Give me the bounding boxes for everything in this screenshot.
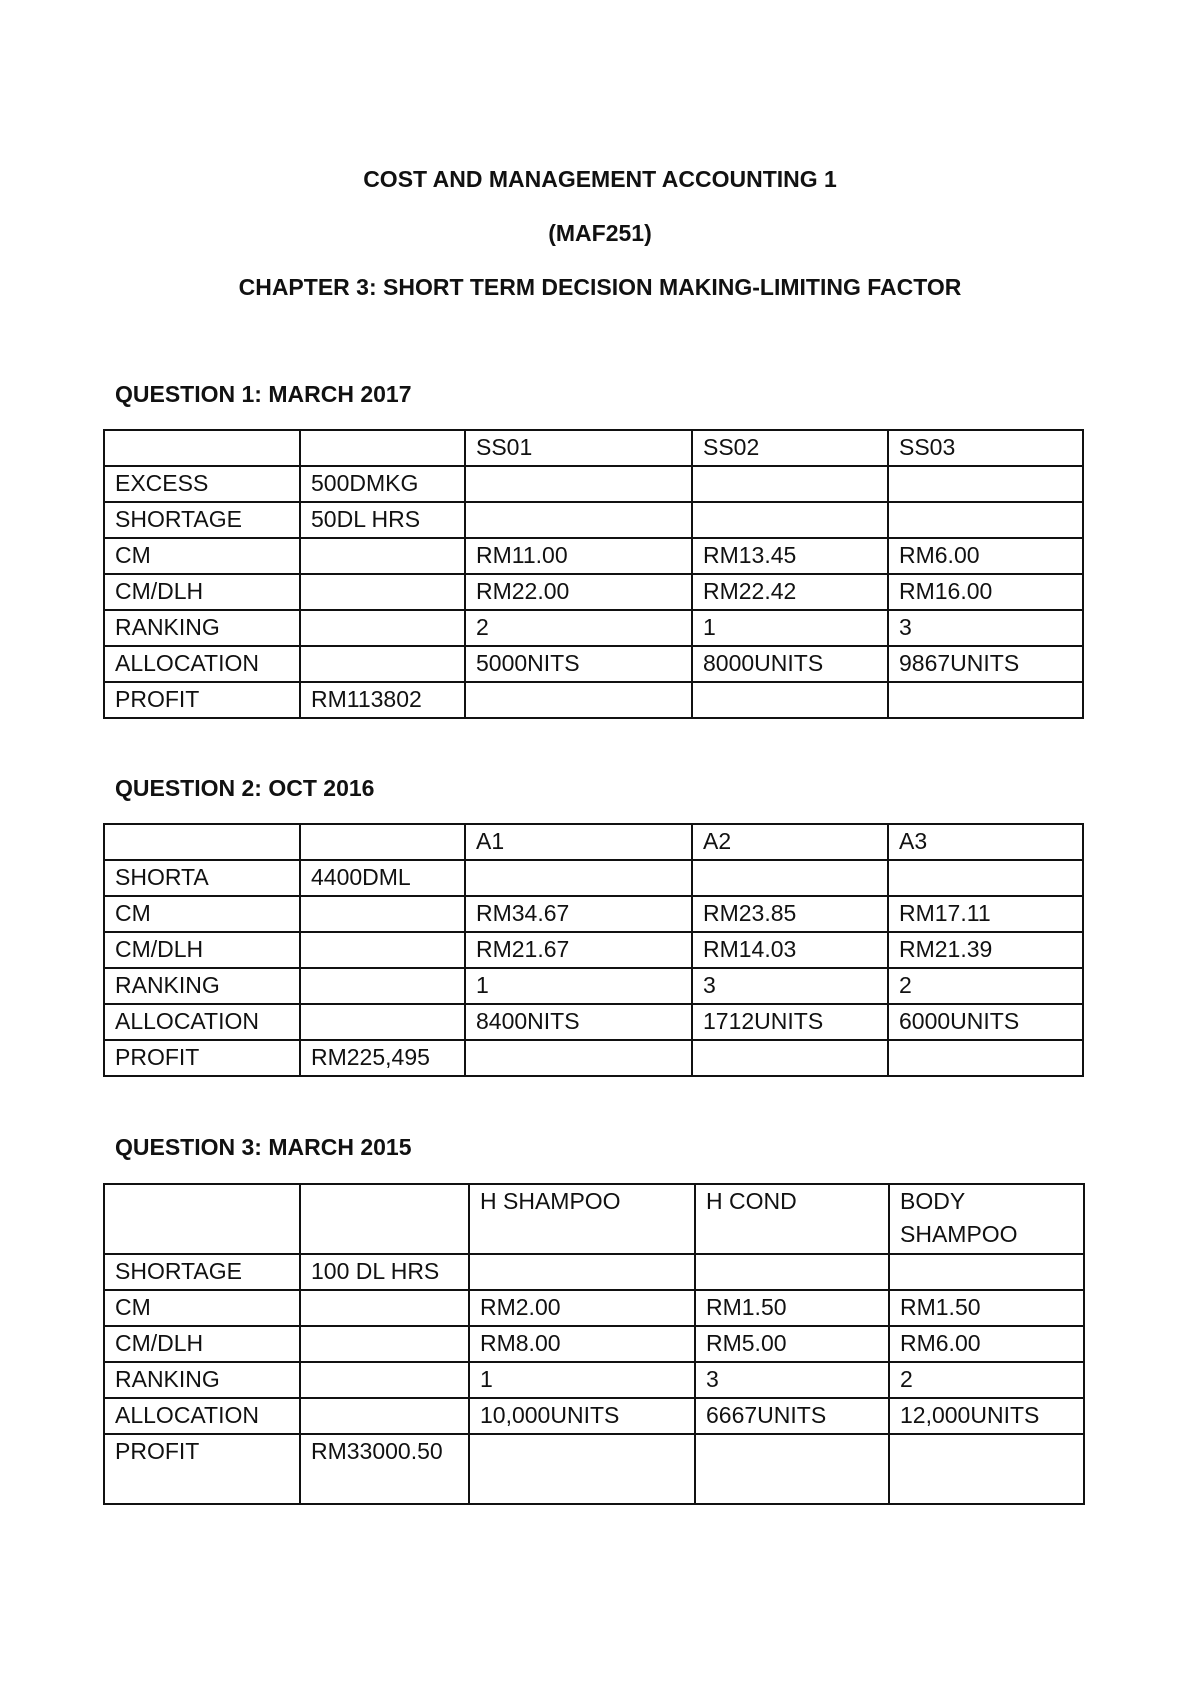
table-cell: RM6.00 (889, 1326, 1084, 1362)
table-cell (465, 1040, 692, 1076)
table-cell: RM14.03 (692, 932, 888, 968)
table-cell: ALLOCATION (104, 1398, 300, 1434)
table-row (104, 860, 1083, 896)
table-cell (465, 466, 692, 502)
table-cell (300, 1004, 465, 1040)
table-cell: 4400DML (300, 860, 465, 896)
table-cell: 8000UNITS (692, 646, 888, 682)
table-cell (889, 1254, 1084, 1290)
table-cell: RM225,495 (300, 1040, 465, 1076)
table-row (104, 932, 1083, 968)
table-cell: 3 (692, 968, 888, 1004)
table-cell (692, 502, 888, 538)
table-cell (300, 538, 465, 574)
table-cell: RM8.00 (469, 1326, 695, 1362)
table-cell: CM/DLH (104, 574, 300, 610)
table-cell (300, 574, 465, 610)
table-cell (888, 466, 1083, 502)
table-cell (692, 860, 888, 896)
table-cell (692, 1040, 888, 1076)
table-cell: SS02 (692, 430, 888, 466)
table-row (104, 682, 1083, 718)
table-cell (300, 968, 465, 1004)
table-cell: 8400NITS (465, 1004, 692, 1040)
table-cell: 50DL HRS (300, 502, 465, 538)
chapter-title: CHAPTER 3: SHORT TERM DECISION MAKING-LIMITING FACTOR (238, 274, 962, 300)
table-cell: RM16.00 (888, 574, 1083, 610)
table-cell (889, 1434, 1084, 1504)
table-cell (300, 646, 465, 682)
table-cell: 10,000UNITS (469, 1398, 695, 1434)
table-row (104, 1254, 1084, 1290)
table-row (104, 1434, 1084, 1504)
table-cell (104, 824, 300, 860)
table-cell: 1 (692, 610, 888, 646)
table-cell: RM21.67 (465, 932, 692, 968)
table-cell (300, 824, 465, 860)
course-code: (MAF251) (548, 220, 652, 246)
table-cell: PROFIT (104, 1434, 300, 1504)
course-title: COST AND MANAGEMENT ACCOUNTING 1 (363, 166, 837, 192)
table-cell: A3 (888, 824, 1083, 860)
table-row (104, 610, 1083, 646)
table-cell (300, 1362, 469, 1398)
table-cell: 1 (465, 968, 692, 1004)
table-cell (300, 1290, 469, 1326)
table-row (104, 502, 1083, 538)
table-row (104, 1326, 1084, 1362)
table-cell: RM1.50 (889, 1290, 1084, 1326)
table-cell: 1 (469, 1362, 695, 1398)
table-cell (469, 1254, 695, 1290)
table-row (104, 1398, 1084, 1434)
table-row (104, 430, 1083, 466)
table-cell: SHORTAGE (104, 502, 300, 538)
table-cell (465, 502, 692, 538)
table-cell: 6000UNITS (888, 1004, 1083, 1040)
table-cell (300, 1398, 469, 1434)
table-cell (300, 896, 465, 932)
table-row (104, 1004, 1083, 1040)
table-cell: 6667UNITS (695, 1398, 889, 1434)
table-cell (888, 682, 1083, 718)
table-cell: RM22.42 (692, 574, 888, 610)
table-cell: RM34.67 (465, 896, 692, 932)
table-cell: 3 (888, 610, 1083, 646)
table-row (104, 968, 1083, 1004)
table-cell: RM17.11 (888, 896, 1083, 932)
table-cell (888, 1040, 1083, 1076)
question-3-table (103, 1183, 1085, 1505)
table-cell (300, 430, 465, 466)
table-cell: RANKING (104, 610, 300, 646)
table-cell: SHORTA (104, 860, 300, 896)
table-cell: PROFIT (104, 1040, 300, 1076)
table-cell: CM (104, 1290, 300, 1326)
table-cell: RANKING (104, 1362, 300, 1398)
table-cell: CM (104, 538, 300, 574)
table-cell: CM/DLH (104, 1326, 300, 1362)
question-1-table (103, 429, 1084, 719)
table-cell: RM2.00 (469, 1290, 695, 1326)
question-2-title: QUESTION 2: OCT 2016 (115, 775, 375, 801)
table-cell: RM11.00 (465, 538, 692, 574)
table-row (104, 538, 1083, 574)
table-row (104, 896, 1083, 932)
table-cell: RM113802 (300, 682, 465, 718)
table-cell: A1 (465, 824, 692, 860)
table-cell: SS01 (465, 430, 692, 466)
table-cell: RANKING (104, 968, 300, 1004)
table-cell: 2 (888, 968, 1083, 1004)
table-cell: BODY SHAMPOO (889, 1184, 1084, 1254)
table-cell: RM21.39 (888, 932, 1083, 968)
table-cell (695, 1434, 889, 1504)
table-cell (300, 1326, 469, 1362)
question-2-table (103, 823, 1084, 1077)
table-cell: SHORTAGE (104, 1254, 300, 1290)
question-3-title: QUESTION 3: MARCH 2015 (115, 1134, 412, 1160)
table-cell: CM (104, 896, 300, 932)
table-cell: ALLOCATION (104, 1004, 300, 1040)
table-cell: RM33000.50 (300, 1434, 469, 1504)
table-cell (300, 932, 465, 968)
table-cell: 3 (695, 1362, 889, 1398)
table-cell: RM5.00 (695, 1326, 889, 1362)
table-cell: CM/DLH (104, 932, 300, 968)
table-cell: RM22.00 (465, 574, 692, 610)
table-cell (469, 1434, 695, 1504)
table-cell (692, 466, 888, 502)
table-cell: A2 (692, 824, 888, 860)
table-cell (692, 682, 888, 718)
table-cell: 500DMKG (300, 466, 465, 502)
table-cell: H COND (695, 1184, 889, 1254)
table-row (104, 646, 1083, 682)
table-cell: 1712UNITS (692, 1004, 888, 1040)
table-row (104, 1040, 1083, 1076)
table-cell: SS03 (888, 430, 1083, 466)
table-cell: ALLOCATION (104, 646, 300, 682)
table-cell (888, 502, 1083, 538)
table-cell: RM23.85 (692, 896, 888, 932)
table-cell (104, 430, 300, 466)
table-cell (465, 682, 692, 718)
table-cell: H SHAMPOO (469, 1184, 695, 1254)
table-cell: PROFIT (104, 682, 300, 718)
table-cell: 5000NITS (465, 646, 692, 682)
table-cell: 9867UNITS (888, 646, 1083, 682)
table-row (104, 1184, 1084, 1254)
table-row (104, 466, 1083, 502)
table-cell: 100 DL HRS (300, 1254, 469, 1290)
table-cell: 2 (889, 1362, 1084, 1398)
table-row (104, 824, 1083, 860)
table-row (104, 574, 1083, 610)
table-cell: 12,000UNITS (889, 1398, 1084, 1434)
table-cell: 2 (465, 610, 692, 646)
table-row (104, 1290, 1084, 1326)
table-row (104, 1362, 1084, 1398)
table-cell: RM6.00 (888, 538, 1083, 574)
question-1-title: QUESTION 1: MARCH 2017 (115, 381, 412, 407)
table-cell: RM1.50 (695, 1290, 889, 1326)
table-cell (465, 860, 692, 896)
table-cell: RM13.45 (692, 538, 888, 574)
table-cell (300, 1184, 469, 1254)
table-cell (695, 1254, 889, 1290)
table-cell (104, 1184, 300, 1254)
table-cell (300, 610, 465, 646)
table-cell: EXCESS (104, 466, 300, 502)
table-cell (888, 860, 1083, 896)
